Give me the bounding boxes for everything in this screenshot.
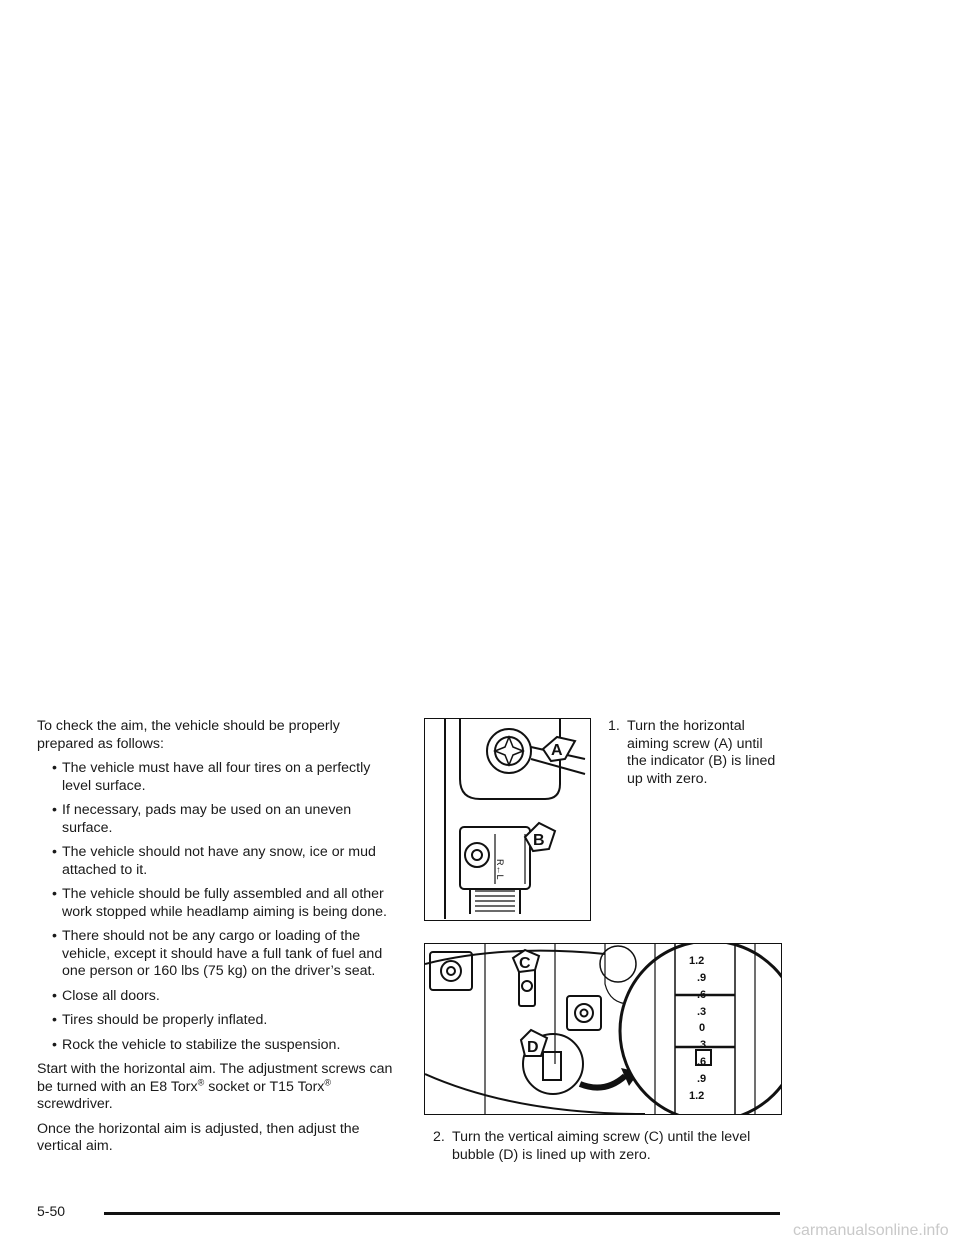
callout-c-icon <box>513 950 539 972</box>
prep-checklist <box>37 760 399 1054</box>
bullet-icon: • <box>52 928 57 944</box>
step-1: 1. Turn the horizontal aiming screw (A) until the indicator (B) is lined up with zero. <box>608 718 776 787</box>
scale-label: .9 <box>697 1073 707 1085</box>
scale-label: .6 <box>697 1056 707 1068</box>
list-item: • The vehicle should be fully assembled and all other work stopped while headlamp aiming is being done. <box>52 886 387 920</box>
callout-a-icon <box>543 737 575 761</box>
bullet-icon: • <box>52 760 57 776</box>
horizontal-aim-figure <box>424 718 591 921</box>
list-item: • If necessary, pads may be used on an uneven surface. <box>52 802 352 836</box>
watermark: carmanualsonline.info <box>793 1222 949 1239</box>
bullet-icon: • <box>52 802 57 818</box>
horizontal-aim-illustration <box>425 719 590 920</box>
vertical-aim-figure <box>424 943 782 1115</box>
list-item: • The vehicle must have all four tires on a perfectly level surface. <box>52 760 371 794</box>
vertical-aim-illustration <box>425 944 781 1114</box>
list-item: • Rock the vehicle to stabilize the suspension. <box>52 1036 341 1053</box>
torx-paragraph: Start with the horizontal aim. The adjustment screws can be turned with an E8 Torx® socket or T15 Torx® screwdriver. <box>37 1061 393 1112</box>
svg-text:C: C <box>519 955 531 972</box>
intro-paragraph: To check the aim, the vehicle should be properly prepared as follows: <box>37 718 340 752</box>
level-scale-zoom <box>620 944 781 1114</box>
indicator-scale-label: R←L <box>495 859 505 880</box>
svg-text:A: A <box>551 742 563 759</box>
vertical-aim-paragraph: Once the horizontal aim is adjusted, then adjust the vertical aim. <box>37 1120 360 1154</box>
svg-text:B: B <box>533 832 545 849</box>
bullet-icon: • <box>52 1036 57 1053</box>
bullet-icon: • <box>52 886 57 902</box>
bullet-icon: • <box>52 1012 57 1028</box>
callout-b-icon <box>525 823 555 851</box>
scale-label: 1.2 <box>689 1090 705 1102</box>
bullet-icon: • <box>52 987 57 1004</box>
rotation-arrow-icon <box>580 1076 625 1088</box>
scale-label: 1.2 <box>689 955 705 967</box>
scale-label: 0 <box>699 1022 706 1034</box>
list-item: • The vehicle should not have any snow, ice or mud attached to it. <box>52 844 376 878</box>
footer-rule <box>104 1212 780 1215</box>
svg-text:D: D <box>527 1039 539 1056</box>
list-item: • There should not be any cargo or loading of the vehicle, except it should have a full tank of fuel and one person or 160 lbs (75 kg) on the driver’s seat. <box>52 928 383 979</box>
scale-label: .3 <box>697 1039 707 1051</box>
page-number: 5-50 <box>37 1203 66 1219</box>
scale-label: .6 <box>697 989 707 1001</box>
list-item: • Close all doors. <box>52 987 160 1004</box>
bullet-icon: • <box>52 844 57 860</box>
left-column <box>37 718 399 1163</box>
callout-d-icon <box>521 1030 547 1056</box>
list-item: • Tires should be properly inflated. <box>52 1012 268 1028</box>
step-2: 2. Turn the vertical aiming screw (C) until the level bubble (D) is lined up with zero. <box>433 1129 751 1163</box>
scale-label: .3 <box>697 1006 707 1018</box>
scale-label: .9 <box>697 972 707 984</box>
